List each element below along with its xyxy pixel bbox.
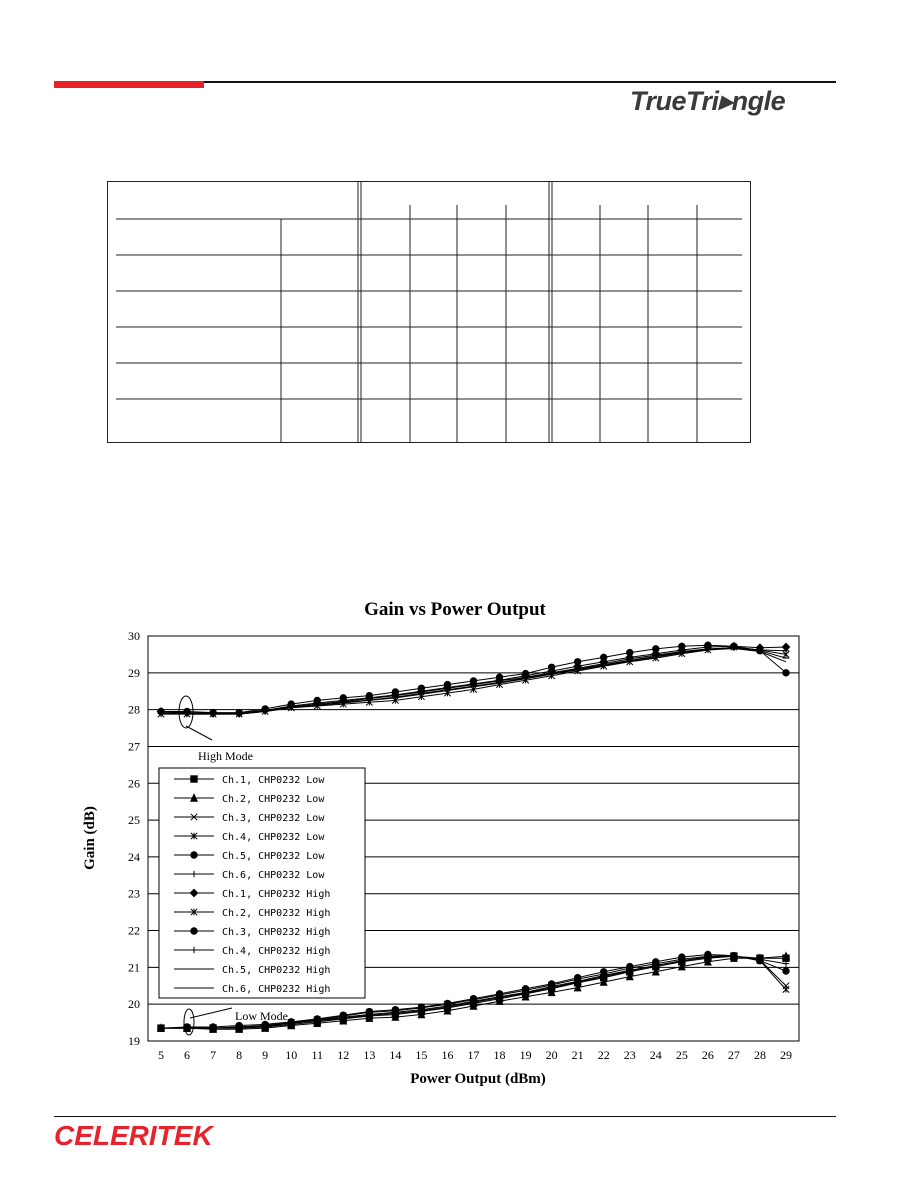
- data-point: [574, 659, 580, 665]
- y-tick-label: 30: [128, 629, 140, 643]
- data-point: [191, 928, 197, 934]
- data-point: [783, 968, 789, 974]
- x-tick-label: 14: [389, 1048, 402, 1062]
- x-tick-label: 10: [285, 1048, 298, 1062]
- truetriangle-logo: TrueTri▸ngle: [630, 86, 786, 116]
- low-mode-label: Low Mode: [235, 1009, 288, 1023]
- data-point: [548, 664, 554, 670]
- data-point: [627, 649, 633, 655]
- legend-label: Ch.3, CHP0232 Low: [222, 813, 325, 824]
- x-tick-label: 7: [210, 1048, 217, 1062]
- x-tick-label: 23: [623, 1048, 636, 1062]
- series-9: [158, 642, 789, 716]
- data-point: [601, 654, 607, 660]
- data-point: [191, 776, 197, 782]
- legend-label: Ch.5, CHP0232 Low: [222, 851, 325, 862]
- header-accent-bar: [54, 81, 204, 88]
- y-tick-label: 20: [128, 997, 140, 1012]
- x-tick-label: 21: [571, 1048, 584, 1062]
- x-tick-label: 12: [337, 1048, 350, 1062]
- y-tick-label: 29: [128, 665, 140, 680]
- x-tick-label: 5: [158, 1048, 164, 1062]
- data-point: [783, 986, 789, 992]
- data-point: [653, 646, 659, 652]
- x-tick-labels: [158, 1048, 792, 1062]
- x-tick-label: 22: [597, 1048, 610, 1062]
- data-point: [783, 670, 789, 676]
- y-tick-label: 27: [128, 739, 140, 754]
- y-tick-label: 25: [128, 813, 140, 828]
- x-tick-label: 28: [753, 1048, 766, 1062]
- legend-label: Ch.3, CHP0232 High: [222, 927, 331, 938]
- x-tick-label: 16: [441, 1048, 454, 1062]
- header-rule: [204, 81, 836, 83]
- legend-label: Ch.5, CHP0232 High: [222, 965, 331, 976]
- y-axis-label: Gain (dB): [82, 806, 98, 870]
- legend-label: Ch.1, CHP0232 Low: [222, 775, 325, 786]
- low-mode-arrow: [190, 1008, 232, 1018]
- legend-label: Ch.6, CHP0232 Low: [222, 870, 325, 881]
- legend-label: Ch.2, CHP0232 High: [222, 908, 331, 919]
- x-tick-label: 18: [493, 1048, 506, 1062]
- x-tick-label: 25: [675, 1048, 688, 1062]
- y-tick-label: 22: [128, 923, 140, 938]
- footer-rule: [54, 1116, 836, 1117]
- x-tick-label: 11: [311, 1048, 324, 1062]
- x-tick-label: 17: [467, 1048, 480, 1062]
- celeritek-logo: CELERITEK: [54, 1120, 213, 1151]
- x-tick-label: 15: [415, 1048, 428, 1062]
- y-tick-label: 19: [128, 1034, 140, 1048]
- spec-table: [107, 181, 751, 443]
- y-tick-label: 23: [128, 886, 140, 901]
- data-point: [191, 852, 197, 858]
- x-axis-label: Power Output (dBm): [410, 1071, 546, 1087]
- y-tick-label: 28: [128, 702, 140, 717]
- gain-vs-power-chart: [0, 590, 918, 1100]
- legend-label: Ch.1, CHP0232 High: [222, 889, 331, 900]
- x-tick-label: 26: [701, 1048, 714, 1062]
- chart-legend: [159, 768, 365, 998]
- x-tick-label: 13: [363, 1048, 376, 1062]
- spec-table-grid: [116, 182, 742, 442]
- legend-label: Ch.4, CHP0232 High: [222, 946, 331, 957]
- legend-label: Ch.4, CHP0232 Low: [222, 832, 325, 843]
- high-mode-arrow: [186, 726, 212, 740]
- x-tick-label: 19: [519, 1048, 532, 1062]
- y-tick-label: 21: [128, 960, 140, 975]
- y-tick-label: 24: [128, 849, 140, 864]
- x-tick-label: 20: [545, 1048, 558, 1062]
- chart-title: Gain vs Power Output: [364, 599, 546, 620]
- x-tick-label: 29: [780, 1048, 792, 1062]
- x-tick-label: 27: [727, 1048, 740, 1062]
- y-tick-labels: [128, 629, 140, 1048]
- legend-label: Ch.6, CHP0232 High: [222, 984, 331, 995]
- y-tick-label: 26: [128, 776, 140, 791]
- legend-label: Ch.2, CHP0232 Low: [222, 794, 325, 805]
- x-tick-label: 6: [184, 1048, 191, 1062]
- x-tick-label: 24: [649, 1048, 662, 1062]
- x-tick-label: 9: [262, 1048, 269, 1062]
- x-tick-label: 8: [236, 1048, 243, 1062]
- high-mode-label: High Mode: [198, 749, 253, 763]
